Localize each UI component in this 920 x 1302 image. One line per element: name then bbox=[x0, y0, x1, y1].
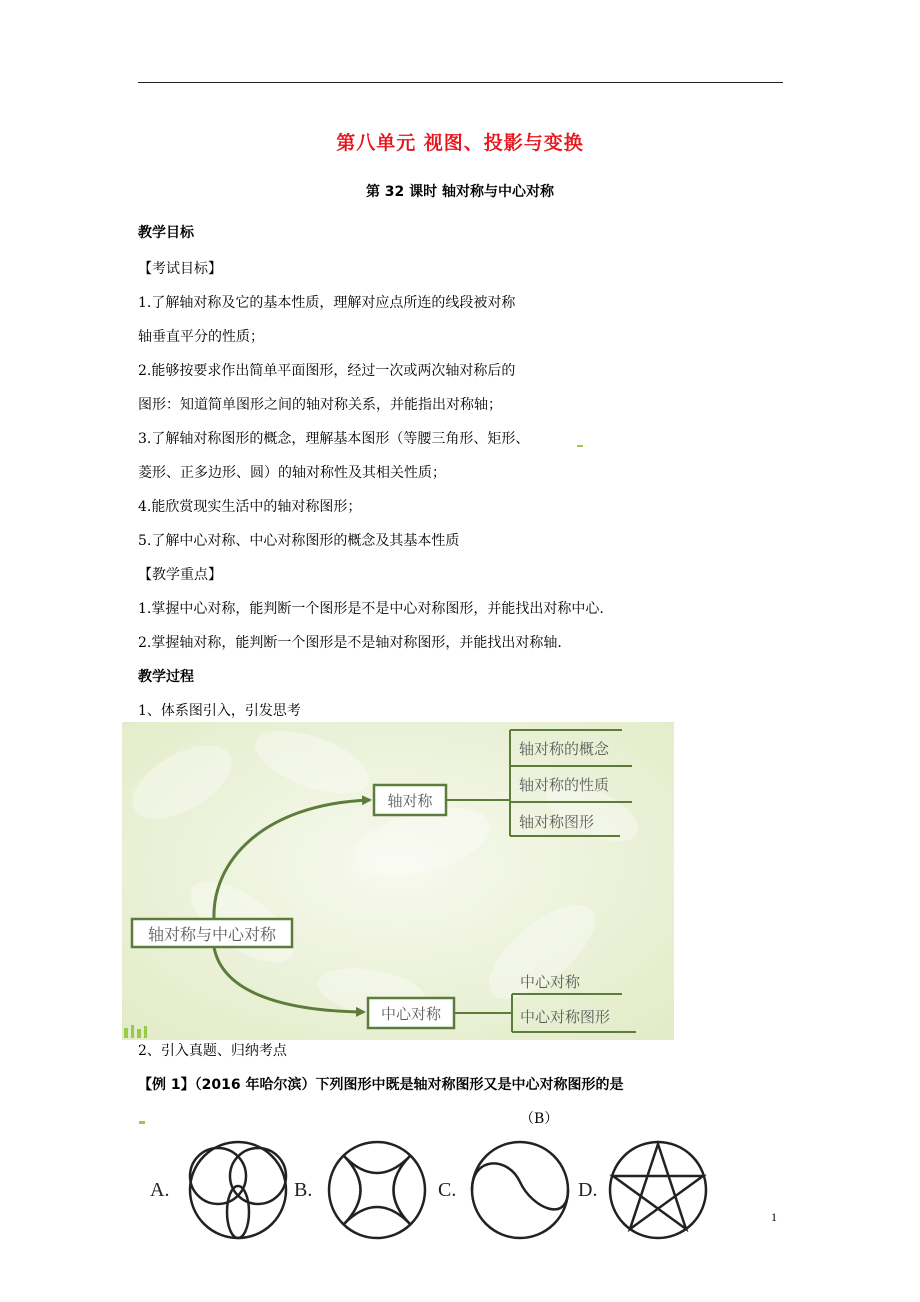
goal-3-line-1: 3.了解轴对称图形的概念，理解基本图形（等腰三角形、矩形、 bbox=[138, 431, 530, 447]
ink-mark bbox=[577, 445, 583, 447]
center-symmetry-label: 中心对称 bbox=[380, 1005, 442, 1023]
lesson-subtitle: 第 32 课时 轴对称与中心对称 bbox=[365, 184, 555, 200]
key-point-2: 2.掌握轴对称，能判断一个图形是不是轴对称图形，并能找出对称轴. bbox=[138, 635, 562, 651]
goal-2-line-1: 2.能够按要求作出简单平面图形，经过一次或两次轴对称后的 bbox=[138, 363, 516, 379]
axis-symmetry-label: 轴对称 bbox=[387, 792, 433, 810]
center-item-figure: 中心对称图形 bbox=[520, 1008, 611, 1026]
page-number: 1 bbox=[771, 1210, 777, 1224]
unit-title: 第八单元 视图、投影与变换 bbox=[336, 132, 584, 154]
option-d-figure bbox=[610, 1142, 706, 1238]
section-exam-goals: 【考试目标】 bbox=[138, 261, 222, 277]
axis-item-property: 轴对称的性质 bbox=[519, 776, 610, 794]
key-point-1: 1.掌握中心对称，能判断一个图形是不是中心对称图形，并能找出对称中心. bbox=[138, 601, 604, 617]
option-a-label: A. bbox=[150, 1179, 170, 1201]
option-a-figure bbox=[190, 1142, 286, 1238]
answer-options bbox=[148, 1136, 708, 1244]
concept-map-diagram bbox=[122, 722, 674, 1040]
example-1-text: 【例 1】（2016 年哈尔滨）下列图形中既是轴对称图形又是中心对称图形的是 bbox=[138, 1077, 624, 1093]
option-c-figure bbox=[472, 1142, 568, 1238]
option-d-label: D. bbox=[578, 1179, 598, 1201]
goal-1-line-2: 轴垂直平分的性质； bbox=[138, 329, 264, 345]
section-key-points: 【教学重点】 bbox=[138, 567, 222, 583]
goal-4: 4.能欣赏现实生活中的轴对称图形； bbox=[138, 499, 362, 515]
process-step-1: 1、体系图引入，引发思考 bbox=[138, 703, 301, 719]
example-1-answer: （B） bbox=[520, 1111, 559, 1127]
axis-item-figure: 轴对称图形 bbox=[519, 813, 595, 831]
option-b-label: B. bbox=[294, 1179, 313, 1201]
header-rule bbox=[138, 82, 783, 83]
goal-1-line-1: 1.了解轴对称及它的基本性质，理解对应点所连的线段被对称 bbox=[138, 295, 516, 311]
axis-item-concept: 轴对称的概念 bbox=[519, 740, 610, 758]
goal-3-line-2: 菱形、正多边形、圆）的轴对称性及其相关性质； bbox=[138, 465, 446, 481]
ink-mark bbox=[139, 1121, 145, 1124]
goal-2-line-2: 图形：知道简单图形之间的轴对称关系，并能指出对称轴； bbox=[138, 397, 502, 413]
heading-teaching-goals: 教学目标 bbox=[138, 225, 194, 241]
option-b-figure bbox=[329, 1142, 425, 1238]
example-1-question bbox=[138, 1074, 623, 1094]
goal-5: 5.了解中心对称、中心对称图形的概念及其基本性质 bbox=[138, 533, 460, 549]
heading-teaching-process: 教学过程 bbox=[138, 669, 194, 685]
root-node-label: 轴对称与中心对称 bbox=[147, 925, 277, 944]
center-item-concept: 中心对称 bbox=[520, 973, 581, 991]
option-c-label: C. bbox=[438, 1179, 457, 1201]
process-step-2: 2、引入真题、归纳考点 bbox=[138, 1043, 287, 1059]
